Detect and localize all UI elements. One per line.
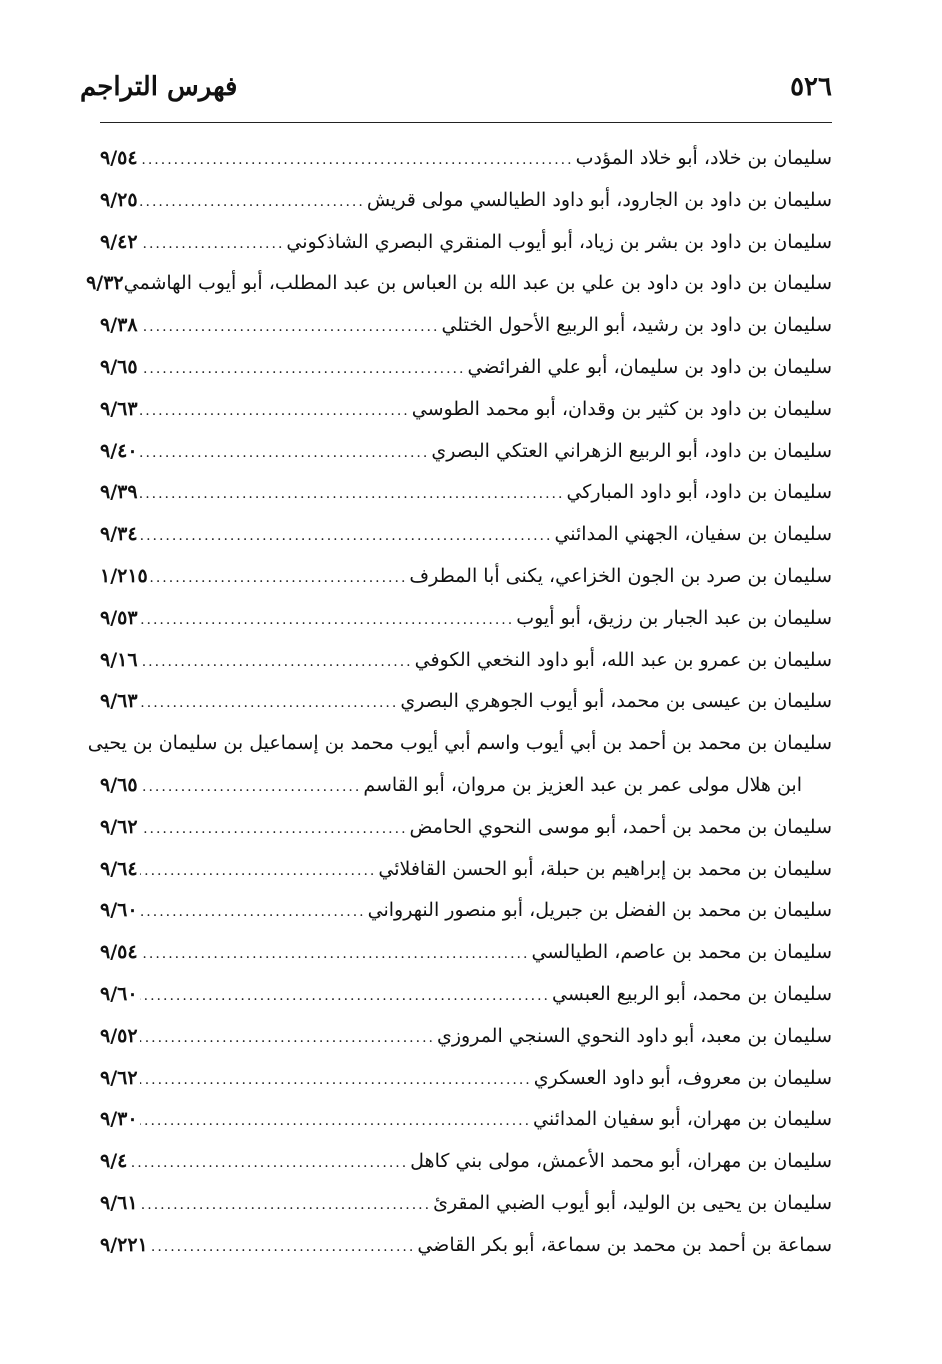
entry-reference: ٩/٤٢ — [100, 230, 138, 253]
entry-reference: ٩/٦٣ — [100, 397, 138, 420]
entry-reference: ٩/٦٢ — [100, 1066, 138, 1089]
entry-reference: ٩/٢٥ — [100, 188, 138, 211]
leader-dots — [140, 767, 362, 809]
entry-name: سليمان بن مهران، أبو محمد الأعمش، مولى بني كاهل — [410, 1150, 832, 1173]
leader-dots — [140, 1185, 432, 1227]
entry-name: سليمان بن داود، أبو داود المباركي — [566, 481, 832, 504]
index-entry — [100, 890, 832, 932]
entry-name: سليمان بن داود بن بشر بن زياد، أبو أيوب المنقري البصري الشاذكوني — [286, 230, 832, 253]
entry-reference: ٩/٥٤ — [100, 147, 138, 169]
index-entry — [100, 849, 832, 891]
entry-reference: ٩/٤ — [100, 1150, 128, 1173]
index-entry — [100, 389, 832, 431]
leader-dots — [140, 809, 408, 851]
index-entry — [100, 556, 832, 598]
entry-name: ابن هلال مولى عمر بن عبد العزيز بن مروان، أبو القاسم — [363, 773, 802, 796]
index-entry — [100, 431, 832, 473]
leader-dots — [140, 433, 430, 475]
entry-reference: ٩/٦٣ — [100, 690, 138, 713]
page-header — [80, 62, 832, 112]
index-entry — [87, 723, 832, 765]
index-entry — [100, 1225, 832, 1267]
leader-dots — [140, 851, 377, 893]
index-entry — [100, 1016, 832, 1058]
entry-reference: ٩/٦٢ — [100, 815, 138, 838]
entry-reference: ٩/٦٤ — [100, 857, 138, 880]
leader-dots — [129, 1143, 408, 1185]
entry-name: سليمان بن معروف، أبو داود العسكري — [533, 1066, 832, 1089]
page-number: ٥٢٦ — [790, 72, 832, 102]
index-entry — [100, 932, 832, 974]
entry-reference: ٩/٥٣ — [100, 606, 138, 629]
entry-reference: ٩/٦٠ — [100, 982, 138, 1005]
entry-name: سليمان بن داود بن داود بن علي بن عبد الله بن العباس بن عبد المطلب، أبو أيوب الهاشمي — [123, 272, 832, 295]
index-entry — [100, 1099, 832, 1141]
leader-dots — [140, 307, 440, 349]
header-rule — [100, 122, 832, 123]
entry-reference: ٩/٦٥ — [100, 355, 138, 378]
index-entry — [100, 180, 832, 222]
entry-reference: ٩/٤٠ — [100, 439, 138, 462]
index-entry — [86, 263, 832, 305]
page-title: فهرس التراجم — [80, 72, 238, 102]
entry-name: سليمان بن عبد الجبار بن رزيق، أبو أيوب — [516, 606, 832, 629]
entry-name: سليمان بن معبد، أبو داود النحوي السنجي المروزي — [436, 1024, 832, 1047]
entry-reference: ٩/٣٨ — [100, 314, 138, 337]
entry-name: سليمان بن داود، أبو الربيع الزهراني العتكي البصري — [431, 439, 832, 462]
entry-name: سليمان بن محمد بن أحمد، أبو موسى النحوي الحامض — [409, 815, 832, 838]
index-entry — [100, 1183, 832, 1225]
entry-name: سليمان بن خلاد، أبو خلاد المؤدب — [575, 147, 832, 169]
leader-dots — [140, 600, 515, 642]
leader-dots — [140, 976, 550, 1018]
leader-dots — [140, 391, 410, 433]
entry-reference: ٩/١٦ — [100, 648, 138, 671]
entry-name: سليمان بن داود بن كثير بن وقدان، أبو محمد الطوسي — [411, 397, 832, 420]
index-entry — [100, 1058, 832, 1100]
index-entry — [100, 681, 832, 723]
entry-reference: ٩/٦١ — [100, 1191, 138, 1214]
entry-name: سليمان بن محمد، أبو الربيع العبسي — [552, 982, 832, 1005]
entry-reference: ٩/٥٢ — [100, 1024, 138, 1047]
entry-name: سليمان بن سفيان، الجهني المدائني — [554, 523, 832, 546]
entry-name: سليمان بن محمد بن الفضل بن جبريل، أبو منصور النهرواني — [367, 899, 832, 922]
entry-name: سليمان بن مهران، أبو سفيان المدائني — [533, 1108, 832, 1131]
entry-reference: ٩/٥٤ — [100, 941, 138, 964]
entry-reference: ٩/٣٩ — [100, 481, 138, 504]
index-entries — [86, 138, 832, 1267]
leader-dots — [140, 1101, 531, 1143]
entry-name: سليمان بن عمرو بن عبد الله، أبو داود النخعي الكوفي — [414, 648, 832, 671]
leader-dots — [140, 182, 365, 224]
index-entry-continuation — [100, 765, 832, 807]
leader-dots — [140, 1018, 435, 1060]
index-entry — [100, 347, 832, 389]
entry-reference: ٩/٢٢١ — [100, 1233, 148, 1256]
leader-dots — [140, 140, 574, 182]
entry-name: سليمان بن محمد بن أحمد بن أبي أيوب واسم أبي أيوب محمد بن إسماعيل بن سليمان بن يحيى — [87, 732, 832, 755]
index-entry — [100, 222, 832, 264]
index-entry — [100, 640, 832, 682]
index-entry — [100, 138, 832, 180]
leader-dots — [150, 558, 408, 600]
leader-dots — [140, 934, 530, 976]
index-entry — [100, 1141, 832, 1183]
leader-dots — [140, 1060, 532, 1102]
leader-dots — [140, 683, 399, 725]
entry-name: سليمان بن داود بن رشيد، أبو الربيع الأحول الختلي — [441, 314, 832, 337]
leader-dots — [140, 516, 553, 558]
index-entry — [100, 598, 832, 640]
index-entry — [100, 807, 832, 849]
index-entry — [100, 472, 832, 514]
leader-dots — [140, 892, 366, 934]
leader-dots — [140, 349, 466, 391]
leader-dots — [140, 642, 413, 684]
entry-reference: ٩/٦٥ — [100, 773, 138, 796]
entry-name: سليمان بن صرد بن الجون الخزاعي، يكنى أبا المطرف — [409, 564, 832, 587]
entry-name: سليمان بن محمد بن إبراهيم بن حبلة، أبو الحسن القافلائي — [378, 857, 832, 880]
entry-name: سليمان بن داود بن سليمان، أبو علي الفرائضي — [467, 355, 832, 378]
entry-name: سليمان بن عيسى بن محمد، أبو أيوب الجوهري البصري — [400, 690, 832, 713]
index-entry — [100, 974, 832, 1016]
index-entry — [100, 514, 832, 556]
entry-reference: ٩/٣٤ — [100, 523, 138, 546]
entry-name: سليمان بن داود بن الجارود، أبو داود الطيالسي مولى قريش — [366, 188, 832, 211]
entry-name: سليمان بن يحيى بن الوليد، أبو أيوب الضبي المقرئ — [433, 1191, 832, 1214]
index-entry — [100, 305, 832, 347]
leader-dots — [140, 474, 565, 516]
entry-name: سماعة بن أحمد بن محمد بن سماعة، أبو بكر القاضي — [417, 1233, 832, 1256]
entry-reference: ٩/٣٠ — [100, 1108, 138, 1131]
entry-reference: ٩/٦٠ — [100, 899, 138, 922]
leader-dots — [140, 224, 285, 266]
leader-dots — [150, 1227, 416, 1269]
entry-reference: ٩/٣٢ — [86, 272, 124, 295]
entry-reference: ١/٢١٥ — [100, 564, 148, 587]
entry-name: سليمان بن محمد بن عاصم، الطيالسي — [531, 941, 832, 964]
